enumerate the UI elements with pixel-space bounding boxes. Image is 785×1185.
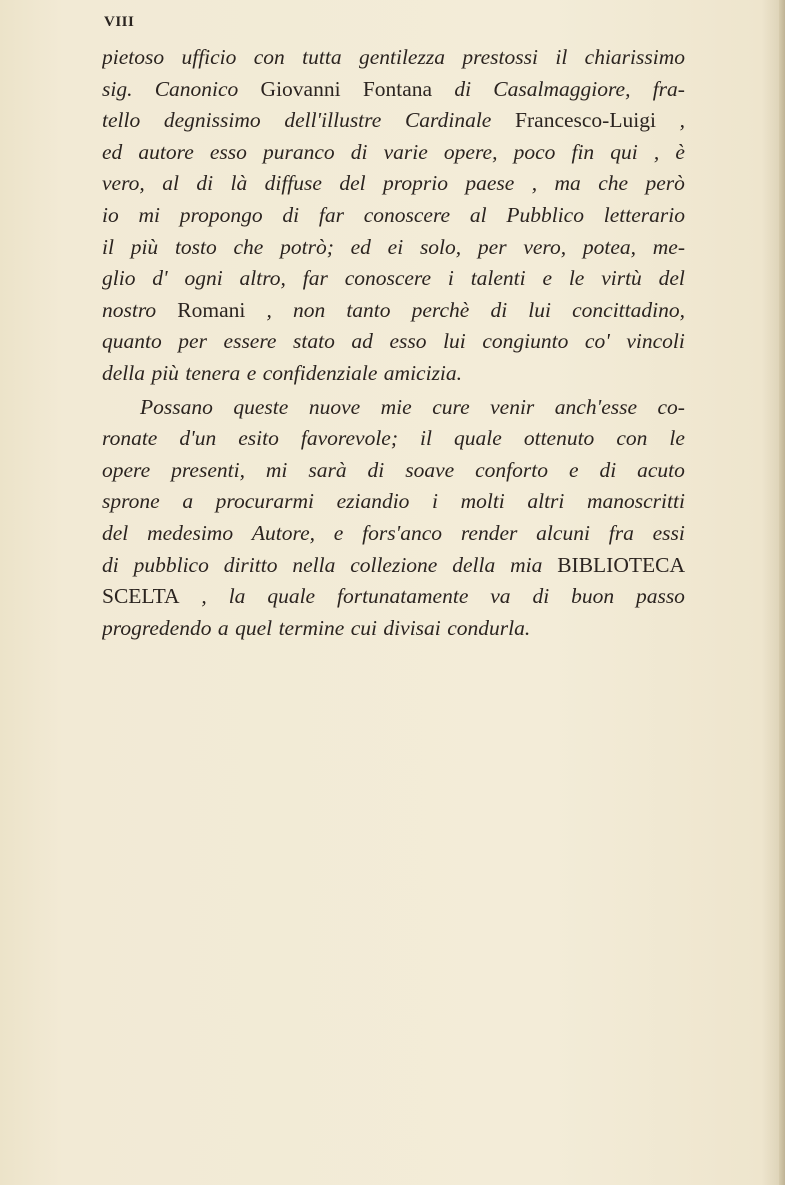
word: acuto bbox=[637, 457, 685, 482]
word: di bbox=[367, 457, 385, 482]
word: essi bbox=[652, 520, 685, 545]
word: ei bbox=[387, 234, 404, 259]
word: eziandio bbox=[336, 489, 410, 514]
word: cui bbox=[350, 615, 377, 640]
word: ufficio bbox=[181, 45, 237, 69]
word: il bbox=[102, 234, 114, 259]
word: il bbox=[555, 45, 568, 69]
word: quale bbox=[454, 426, 502, 451]
page-edge bbox=[779, 0, 785, 1185]
paragraph bbox=[102, 42, 685, 390]
word: soave bbox=[405, 457, 455, 482]
word: quanto bbox=[102, 329, 162, 354]
text-line bbox=[102, 392, 685, 424]
word: sig. bbox=[102, 76, 133, 101]
word: manoscritti bbox=[586, 489, 685, 514]
word: vincoli bbox=[626, 329, 685, 354]
word: là bbox=[230, 171, 248, 196]
word: diffuse bbox=[264, 171, 322, 196]
word: me- bbox=[652, 234, 685, 259]
text-line bbox=[102, 326, 685, 358]
word: è bbox=[675, 139, 685, 164]
text-line bbox=[102, 200, 685, 232]
word: paese bbox=[465, 171, 515, 196]
text-line bbox=[102, 105, 685, 137]
word: sarà bbox=[308, 457, 347, 482]
word: far bbox=[302, 266, 328, 291]
word: ed bbox=[102, 139, 123, 164]
word: e bbox=[542, 266, 552, 291]
word: lui bbox=[443, 329, 466, 354]
word: a bbox=[182, 489, 194, 514]
word: concittadino, bbox=[572, 297, 685, 322]
word: i bbox=[432, 489, 438, 514]
word: vero, bbox=[102, 171, 145, 196]
word: letterario bbox=[603, 202, 685, 227]
word: opere, bbox=[443, 139, 498, 164]
word: per bbox=[178, 329, 207, 354]
word: Francesco-Luigi bbox=[515, 108, 656, 133]
word: conoscere bbox=[344, 266, 432, 291]
word: solo, bbox=[419, 234, 462, 259]
word: , bbox=[266, 297, 272, 322]
word: di bbox=[454, 76, 472, 101]
word: venir bbox=[490, 394, 535, 419]
word: confidenziale bbox=[262, 360, 378, 385]
word: potrò; bbox=[280, 234, 334, 259]
word: pietoso bbox=[102, 45, 165, 69]
word: gentilezza bbox=[358, 45, 445, 69]
word: mi bbox=[138, 202, 160, 227]
word: tanto bbox=[346, 297, 391, 322]
word: medesimo bbox=[147, 520, 234, 545]
word: di bbox=[350, 139, 368, 164]
word: ronate bbox=[102, 426, 158, 451]
word: che bbox=[598, 171, 629, 196]
word: nella bbox=[292, 552, 336, 577]
word: Giovanni bbox=[260, 76, 341, 101]
word: la bbox=[228, 584, 246, 609]
word: divisai bbox=[383, 615, 441, 640]
word: , bbox=[201, 584, 207, 609]
word: procurarmi bbox=[215, 489, 314, 514]
text-line bbox=[102, 423, 685, 455]
word: del bbox=[658, 266, 685, 291]
word: puranco bbox=[263, 139, 335, 164]
word: io bbox=[102, 202, 119, 227]
word: fin bbox=[571, 139, 595, 164]
word: fra bbox=[608, 520, 634, 545]
word: con bbox=[253, 45, 285, 69]
word: buon bbox=[571, 584, 615, 609]
word: non bbox=[292, 297, 326, 322]
text-line bbox=[102, 74, 685, 106]
word: di bbox=[532, 584, 550, 609]
word: dell'illustre bbox=[284, 108, 382, 133]
word: quel bbox=[235, 615, 273, 640]
word: i bbox=[447, 266, 454, 291]
paragraph bbox=[102, 392, 685, 645]
word: queste bbox=[233, 394, 289, 419]
word: presenti, bbox=[171, 457, 245, 482]
word: collezione bbox=[350, 552, 438, 577]
word: poco bbox=[513, 139, 556, 164]
word: le bbox=[568, 266, 585, 291]
word: ogni bbox=[184, 266, 223, 291]
word: altri bbox=[527, 489, 565, 514]
word: e bbox=[568, 457, 579, 482]
text-line bbox=[102, 263, 685, 295]
word: essere bbox=[223, 329, 277, 354]
word: vero, bbox=[523, 234, 567, 259]
word: progredendo bbox=[102, 615, 212, 640]
word: tosto bbox=[174, 234, 217, 259]
word: di bbox=[196, 171, 214, 196]
text-line bbox=[102, 550, 685, 582]
text-line bbox=[102, 295, 685, 327]
word: sprone bbox=[102, 489, 160, 514]
word: virtù bbox=[601, 266, 642, 291]
word: Canonico bbox=[154, 76, 239, 101]
word: al bbox=[162, 171, 179, 196]
page-number: VIII bbox=[104, 14, 135, 30]
word: della bbox=[102, 360, 145, 385]
word: proprio bbox=[383, 171, 448, 196]
word: esso bbox=[209, 139, 247, 164]
word: SCELTA bbox=[102, 584, 180, 609]
word: e bbox=[246, 360, 257, 385]
word: far bbox=[318, 202, 344, 227]
word: per bbox=[477, 234, 507, 259]
word: prestossi bbox=[462, 45, 538, 69]
word: ed bbox=[350, 234, 371, 259]
word: però bbox=[645, 171, 685, 196]
text-line bbox=[102, 486, 685, 518]
word: le bbox=[669, 426, 685, 451]
word: nuove bbox=[308, 394, 361, 419]
word: di bbox=[490, 297, 508, 322]
word: esso bbox=[389, 329, 427, 354]
word: autore bbox=[138, 139, 194, 164]
text-line bbox=[102, 42, 685, 74]
word: Cardinale bbox=[404, 108, 492, 133]
text-line bbox=[102, 168, 685, 200]
word: congiunto bbox=[482, 329, 569, 354]
word: lui bbox=[528, 297, 551, 322]
word: tutta bbox=[302, 45, 342, 69]
word: anch'esse bbox=[554, 394, 638, 419]
word: Romani bbox=[177, 297, 246, 322]
word: perchè bbox=[411, 297, 470, 322]
word: termine bbox=[278, 615, 345, 640]
word: mi bbox=[265, 457, 288, 482]
word: diritto bbox=[223, 552, 278, 577]
word: passo bbox=[635, 584, 685, 609]
word: ottenuto bbox=[523, 426, 595, 451]
word: co' bbox=[584, 329, 610, 354]
word: di bbox=[599, 457, 617, 482]
word: stato bbox=[293, 329, 335, 354]
word: cure bbox=[432, 394, 470, 419]
word: propongo bbox=[179, 202, 263, 227]
word: , bbox=[653, 139, 660, 164]
word: opere bbox=[102, 457, 151, 482]
word: chiarissimo bbox=[584, 45, 685, 69]
word: d'un bbox=[179, 426, 217, 451]
word: Casalmaggiore, bbox=[493, 76, 631, 101]
word: conforto bbox=[475, 457, 548, 482]
bleed-through bbox=[100, 640, 690, 1060]
text-line bbox=[102, 581, 685, 613]
word: con bbox=[616, 426, 648, 451]
text-line bbox=[102, 455, 685, 487]
body-text bbox=[102, 42, 685, 644]
word: Autore, bbox=[251, 520, 315, 545]
word: al bbox=[469, 202, 487, 227]
word: tello bbox=[102, 108, 141, 133]
text-line bbox=[102, 232, 685, 264]
word: render bbox=[460, 520, 518, 545]
word: nostro bbox=[102, 297, 157, 322]
word: BIBLIOTECA bbox=[557, 552, 685, 577]
word: condurla. bbox=[447, 615, 531, 640]
word: qui bbox=[610, 139, 638, 164]
word: d' bbox=[152, 266, 168, 291]
word: più bbox=[130, 234, 159, 259]
word: Possano bbox=[140, 394, 213, 419]
word: , bbox=[531, 171, 538, 196]
word: della bbox=[452, 552, 496, 577]
word: di bbox=[282, 202, 300, 227]
word: , bbox=[679, 108, 685, 133]
word: mia bbox=[510, 552, 543, 577]
word: del bbox=[339, 171, 366, 196]
word: alcuni bbox=[536, 520, 590, 545]
word: che bbox=[233, 234, 264, 259]
word: mie bbox=[380, 394, 412, 419]
word: Pubblico bbox=[506, 202, 584, 227]
text-line bbox=[102, 358, 685, 390]
text-line bbox=[102, 137, 685, 169]
word: a bbox=[217, 615, 229, 640]
text-line bbox=[102, 613, 685, 645]
word: ad bbox=[351, 329, 373, 354]
word: fortunatamente bbox=[336, 584, 469, 609]
word: glio bbox=[102, 266, 136, 291]
word: più bbox=[151, 360, 179, 385]
word: conoscere bbox=[363, 202, 451, 227]
word: talenti bbox=[470, 266, 526, 291]
word: degnissimo bbox=[163, 108, 261, 133]
word: ma bbox=[554, 171, 581, 196]
word: fra- bbox=[652, 76, 685, 101]
word: il bbox=[420, 426, 432, 451]
word: potea, bbox=[582, 234, 637, 259]
word: del bbox=[102, 520, 129, 545]
word: tenera bbox=[185, 360, 241, 385]
word: molti bbox=[460, 489, 505, 514]
word: amicizia. bbox=[383, 360, 463, 385]
word: co- bbox=[657, 394, 685, 419]
word: va bbox=[490, 584, 511, 609]
word: fors'anco bbox=[362, 520, 443, 545]
word: e bbox=[333, 520, 344, 545]
word: favorevole; bbox=[300, 426, 399, 451]
word: pubblico bbox=[133, 552, 209, 577]
word: esito bbox=[238, 426, 279, 451]
word: Fontana bbox=[362, 76, 433, 101]
word: varie bbox=[383, 139, 428, 164]
word: altro, bbox=[239, 266, 286, 291]
word: di bbox=[102, 552, 119, 577]
word: quale bbox=[267, 584, 316, 609]
text-line bbox=[102, 518, 685, 550]
